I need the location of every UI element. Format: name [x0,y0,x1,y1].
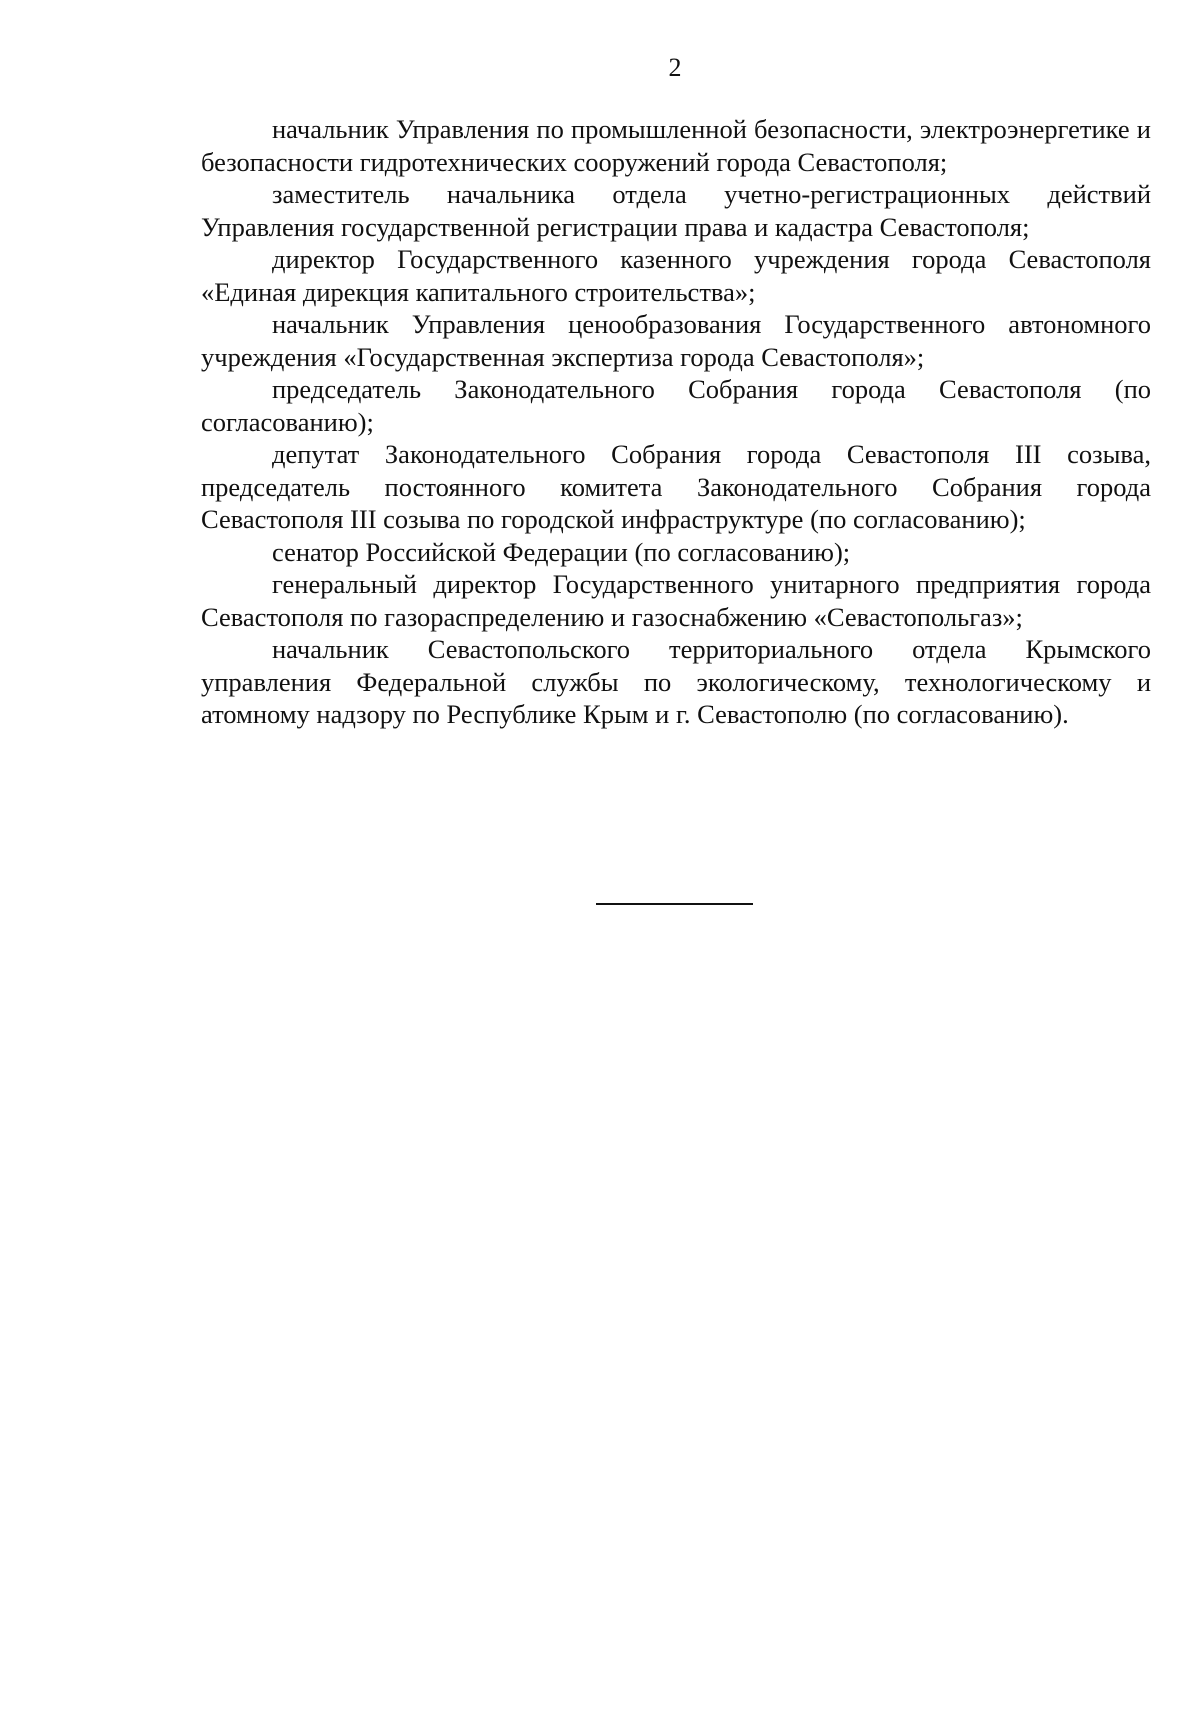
page-number: 2 [668,53,682,82]
list-item: сенатор Российской Федерации (по согласованию); [272,536,851,567]
list-item: председатель Законодательного Собрания города Севастополя (по согласованию); [201,374,1151,437]
list-item: начальник Управления по промышленной безопасности, электроэнергетике и безопасности гидротехнических сооружений города Севастополя; [201,114,1151,177]
list-item: заместитель начальника отдела учетно-регистрационных действий Управления государственной регистрации права и кадастра Севастополя; [201,179,1151,242]
member-list [201,113,1151,731]
list-item: начальник Севастопольского территориального отдела Крымского управления Федеральной службы по экологическому, технологическому и атомному надзору по Республике Крым и г. Севастополю (по согласованию). [201,634,1151,729]
end-separator-line [596,903,753,905]
list-item: генеральный директор Государственного унитарного предприятия города Севастополя по газораспределению и газоснабжению «Севастопольгаз»; [201,569,1151,632]
list-item: директор Государственного казенного учреждения города Севастополя «Единая дирекция капитального строительства»; [201,244,1151,307]
list-item: начальник Управления ценообразования Государственного автономного учреждения «Государственная экспертиза города Севастополя»; [201,309,1151,372]
list-item: депутат Законодательного Собрания города Севастополя III созыва, председатель постоянного комитета Законодательного Собрания города Севастополя III созыва по городской инфраструктуре (по согласованию); [201,439,1151,534]
